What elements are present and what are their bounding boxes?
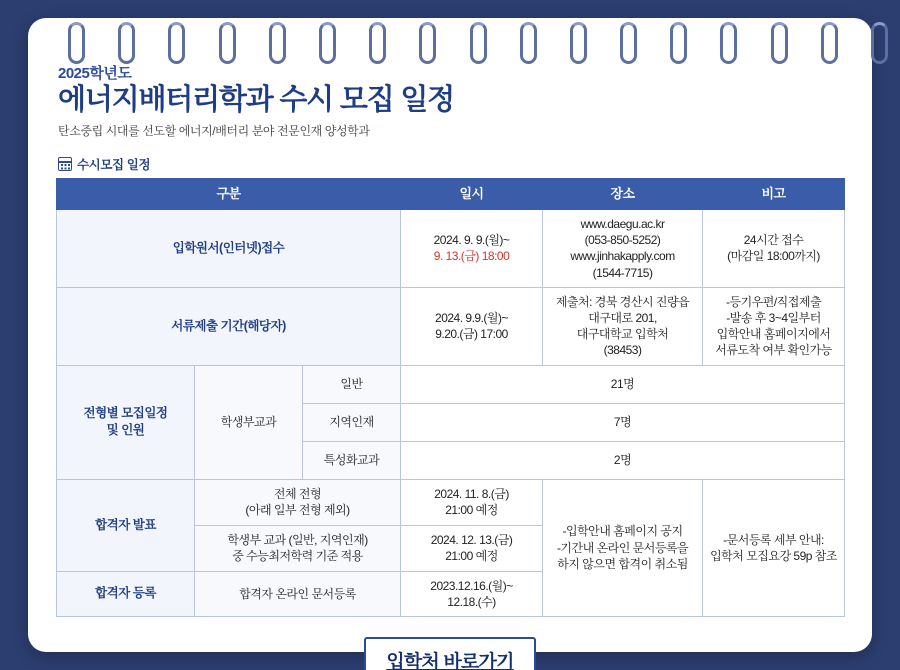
row-date-documents: 2024. 9.9.(월)~ 9.20.(금) 17:00 xyxy=(401,287,543,365)
spiral-ring-icon xyxy=(319,22,336,64)
announcement-type-minimum: 학생부 교과 (일반, 지역인재) 중 수능최저학력 기준 적용 xyxy=(195,525,401,571)
schedule-table xyxy=(56,178,845,616)
column-header-place: 장소 xyxy=(543,179,703,210)
spiral-ring-icon xyxy=(419,22,436,64)
column-header-division: 구분 xyxy=(57,179,401,210)
academic-year-label: 2025학년도 xyxy=(58,65,132,82)
row-place-application: www.daegu.ac.kr (053-850-5252) www.jinhakapply.com (1544-7715) xyxy=(543,210,703,288)
quota-count-local: 7명 xyxy=(401,403,845,441)
announcement-place: -입학안내 홈페이지 공지 -기간내 온라인 문서등록을 하지 않으면 합격이 취소됨 xyxy=(543,479,703,616)
row-place-documents: 제출처: 경북 경산시 진량읍 대구대로 201, 대구대학교 입학처 (38453) xyxy=(543,287,703,365)
row-label-registration: 합격자 등록 xyxy=(57,571,195,616)
quota-count-general: 21명 xyxy=(401,365,845,403)
row-note-documents: -등기우편/직접제출 -발송 후 3~4일부터 입학안내 홈페이지에서 서류도착 여부 확인가능 xyxy=(703,287,845,365)
spiral-ring-icon xyxy=(68,22,85,64)
spiral-ring-icon xyxy=(620,22,637,64)
spiral-ring-icon xyxy=(871,22,888,64)
table-row xyxy=(57,287,845,365)
poster-content xyxy=(28,62,872,670)
column-header-note: 비고 xyxy=(703,179,845,210)
spiral-ring-icon xyxy=(369,22,386,64)
spiral-ring-icon xyxy=(219,22,236,64)
announcement-type-all: 전체 전형 (아래 일부 전형 제외) xyxy=(195,479,401,525)
spiral-ring-icon xyxy=(570,22,587,64)
table-row xyxy=(57,210,845,288)
table-row xyxy=(57,479,845,525)
column-header-datetime: 일시 xyxy=(401,179,543,210)
spiral-ring-icon xyxy=(520,22,537,64)
section-title: 수시모집 일정 xyxy=(77,158,151,173)
page-subtitle: 탄소중립 시대를 선도할 에너지/배터리 분야 전문인재 양성학과 xyxy=(58,124,370,139)
announcement-date-all: 2024. 11. 8.(금) 21:00 예정 xyxy=(401,479,543,525)
quota-subcategory: 학생부교과 xyxy=(195,365,303,479)
notebook-page xyxy=(28,18,872,670)
row-label-announcement: 합격자 발표 xyxy=(57,479,195,571)
spiral-ring-icon xyxy=(720,22,737,64)
table-row xyxy=(57,365,845,403)
announcement-date-minimum: 2024. 12. 13.(금) 21:00 예정 xyxy=(401,525,543,571)
table-header-row xyxy=(57,179,845,210)
quota-count-specialized: 2명 xyxy=(401,441,845,479)
row-note-application: 24시간 접수 (마감일 18:00까지) xyxy=(703,210,845,288)
spiral-ring-icon xyxy=(168,22,185,64)
calendar-icon xyxy=(58,157,72,171)
admissions-link-button[interactable]: 입학처 바로가기 xyxy=(364,637,535,670)
row-label-application: 입학원서(인터넷)접수 xyxy=(57,210,401,288)
quota-type-general: 일반 xyxy=(303,365,401,403)
spiral-ring-icon xyxy=(670,22,687,64)
spiral-ring-icon xyxy=(269,22,286,64)
spiral-ring-icon xyxy=(771,22,788,64)
registration-date: 2023.12.16.(월)~ 12.18.(수) xyxy=(401,571,543,616)
row-date-application: 2024. 9. 9.(월)~ 9. 13.(금) 18:00 xyxy=(401,210,543,288)
section-header xyxy=(58,155,844,173)
spiral-ring-icon xyxy=(821,22,838,64)
page-title: 에너지배터리학과 수시 모집 일정 xyxy=(58,84,454,116)
quota-type-local: 지역인재 xyxy=(303,403,401,441)
announcement-note: -문서등록 세부 안내: 입학처 모집요강 59p 참조 xyxy=(703,479,845,616)
row-label-quota: 전형별 모집일정 및 인원 xyxy=(57,365,195,479)
spiral-ring-icon xyxy=(118,22,135,64)
registration-type: 합격자 온라인 문서등록 xyxy=(195,571,401,616)
spiral-ring-icon xyxy=(470,22,487,64)
cta-container xyxy=(56,637,844,670)
quota-type-specialized: 특성화교과 xyxy=(303,441,401,479)
row-label-documents: 서류제출 기간(해당자) xyxy=(57,287,401,365)
